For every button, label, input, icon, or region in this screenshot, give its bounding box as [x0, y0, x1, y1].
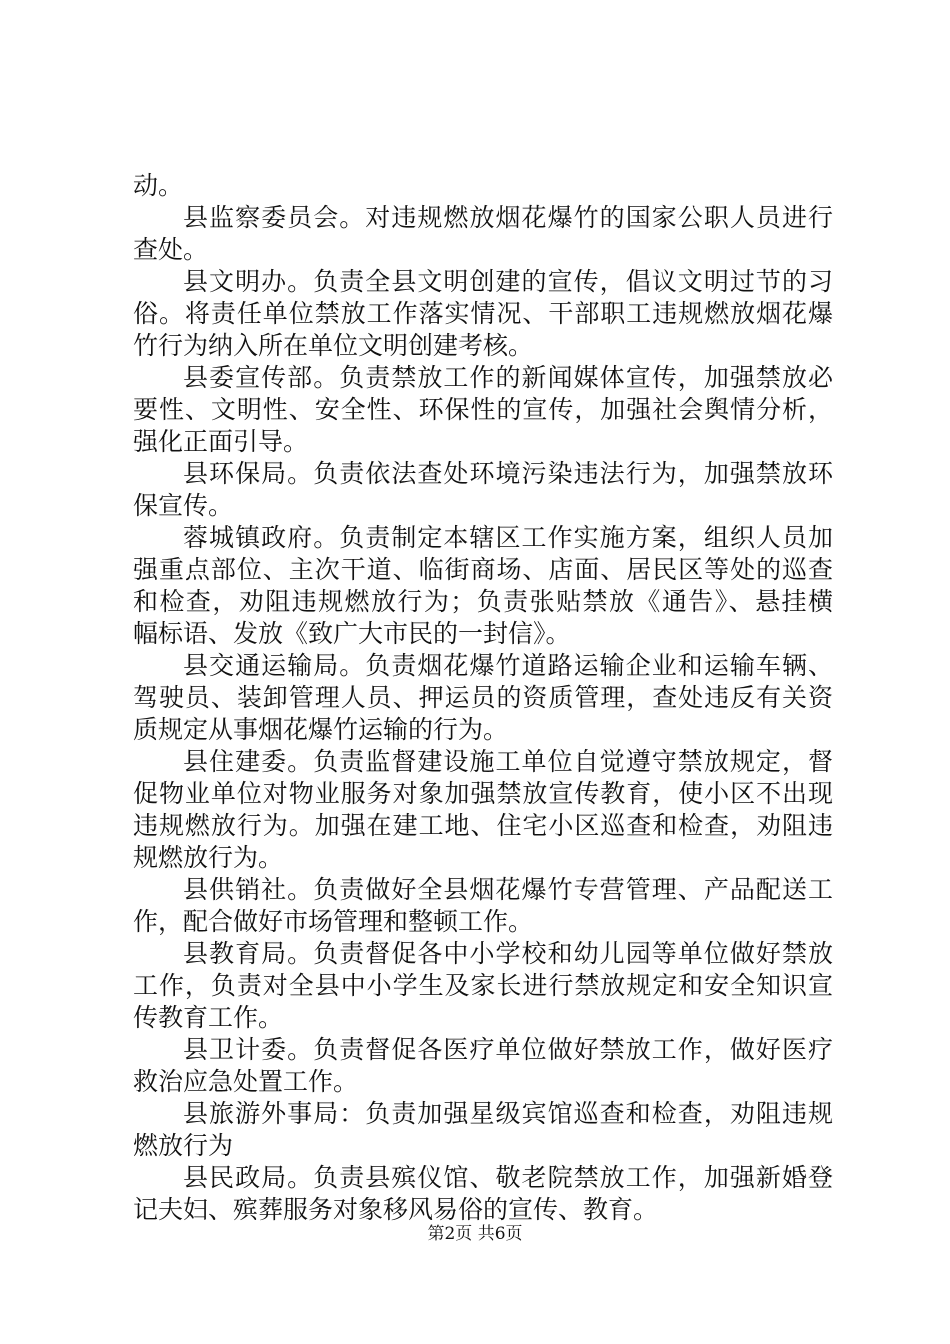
text-line: 质规定从事烟花爆竹运输的行为。: [133, 715, 509, 744]
paragraph: [133, 170, 833, 202]
paragraph: [133, 362, 833, 458]
text-line: 查处。: [133, 235, 209, 264]
text-line: 强化正面引导。: [133, 427, 309, 456]
text-line: 县文明办。负责全县文明创建的宣传，倡议文明过节的习: [183, 267, 833, 296]
paragraph: [133, 874, 833, 938]
text-line: 救治应急处置工作。: [133, 1067, 359, 1096]
text-line: 竹行为纳入所在单位文明创建考核。: [133, 331, 534, 360]
text-line: 县教育局。负责督促各中小学校和幼儿园等单位做好禁放: [183, 939, 833, 968]
text-line: 县住建委。负责监督建设施工单位自觉遵守禁放规定，督: [183, 747, 833, 776]
text-line: 县旅游外事局：负责加强星级宾馆巡查和检查，劝阻违规: [183, 1099, 833, 1128]
text-line: 蓉城镇政府。负责制定本辖区工作实施方案，组织人员加: [183, 523, 833, 552]
paragraph: [133, 938, 833, 1034]
text-line: 工作，负责对全县中小学生及家长进行禁放规定和安全知识宣: [133, 971, 833, 1000]
text-line: 县卫计委。负责督促各医疗单位做好禁放工作，做好医疗: [183, 1035, 833, 1064]
text-line: 县监察委员会。对违规燃放烟花爆竹的国家公职人员进行: [183, 203, 833, 232]
text-line: 作，配合做好市场管理和整顿工作。: [133, 907, 534, 936]
paragraph: [133, 746, 833, 874]
text-line: 记夫妇、殡葬服务对象移风易俗的宣传、教育。: [133, 1195, 659, 1224]
text-line: 强重点部位、主次干道、临街商场、店面、居民区等处的巡查: [133, 555, 833, 584]
text-line: 县环保局。负责依法查处环境污染违法行为，加强禁放环: [183, 459, 833, 488]
text-line: 和检查，劝阻违规燃放行为；负责张贴禁放《通告》、悬挂横: [133, 587, 833, 616]
text-line: 驾驶员、装卸管理人员、押运员的资质管理，查处违反有关资: [133, 683, 833, 712]
text-line: 违规燃放行为。加强在建工地、住宅小区巡查和检查，劝阻违: [133, 811, 833, 840]
paragraph: [133, 1098, 833, 1162]
paragraph: [133, 458, 833, 522]
text-line: 要性、文明性、安全性、环保性的宣传，加强社会舆情分析，: [133, 395, 833, 424]
text-line: 动。: [133, 171, 184, 200]
paragraph: [133, 1034, 833, 1098]
document-body: [133, 170, 833, 1226]
page-footer: 第2页 共6页: [427, 1224, 523, 1244]
text-line: 传教育工作。: [133, 1003, 284, 1032]
paragraph: [133, 522, 833, 650]
text-line: 县委宣传部。负责禁放工作的新闻媒体宣传，加强禁放必: [183, 363, 833, 392]
text-line: 县供销社。负责做好全县烟花爆竹专营管理、产品配送工: [183, 875, 833, 904]
text-line: 燃放行为: [133, 1131, 234, 1160]
text-line: 县民政局。负责县殡仪馆、敬老院禁放工作，加强新婚登: [183, 1163, 833, 1192]
text-line: 俗。将责任单位禁放工作落实情况、干部职工违规燃放烟花爆: [133, 299, 833, 328]
text-line: 规燃放行为。: [133, 843, 284, 872]
paragraph: [133, 202, 833, 266]
paragraph: [133, 266, 833, 362]
paragraph: [133, 650, 833, 746]
text-line: 促物业单位对物业服务对象加强禁放宣传教育，使小区不出现: [133, 779, 833, 808]
text-line: 幅标语、发放《致广大市民的一封信》。: [133, 619, 571, 648]
text-line: 保宣传。: [133, 491, 234, 520]
paragraph: [133, 1162, 833, 1226]
text-line: 县交通运输局。负责烟花爆竹道路运输企业和运输车辆、: [183, 651, 833, 680]
